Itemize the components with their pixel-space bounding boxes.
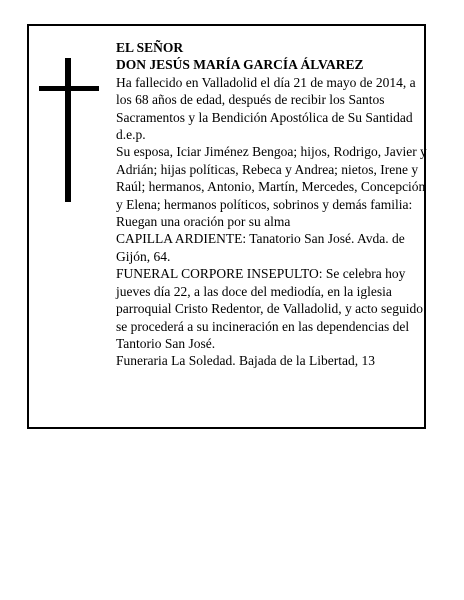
obituary-notice (27, 24, 426, 429)
notice-body (116, 39, 428, 370)
family-list: Su esposa, Iciar Jiménez Bengoa; hijos, Rodrigo, Javier y Adrián; hijas políticas, Rebeca y Andrea; nietos, Irene y Raúl; hermanos, Antonio, Martín, Mercedes, Concepción y Elena; hermanos políticos, sobrinos y demás familia: (116, 144, 427, 212)
cross-icon (39, 58, 99, 202)
funeral-info: FUNERAL CORPORE INSEPULTO: Se celebra hoy jueves día 22, a las doce del mediodía, en la iglesia parroquial Cristo Redentor, de Valladolid, y acto seguido se procederá a su incineración en las dependencias del Tantorio San José. (116, 266, 424, 351)
death-announcement: Ha fallecido en Valladolid el día 21 de mayo de 2014, a los 68 años de edad, después de recibir los Santos Sacramentos y la Bendición Apostólica de Su Santidad (116, 74, 416, 125)
prayer-request: Ruegan una oración por su alma (116, 214, 291, 230)
rip-abbreviation: d.e.p. (116, 127, 146, 143)
cross-vertical-bar (65, 58, 71, 202)
deceased-name: DON JESÚS MARÍA GARCÍA ÁLVAREZ (116, 57, 364, 73)
notice-title: EL SEÑOR (116, 40, 184, 55)
chapel-info: CAPILLA ARDIENTE: Tanatorio San José. Avda. de Gijón, 64. (116, 231, 405, 264)
funeral-home-info: Funeraria La Soledad. Bajada de la Libertad, 13 (116, 353, 376, 369)
cross-horizontal-bar (39, 86, 99, 91)
